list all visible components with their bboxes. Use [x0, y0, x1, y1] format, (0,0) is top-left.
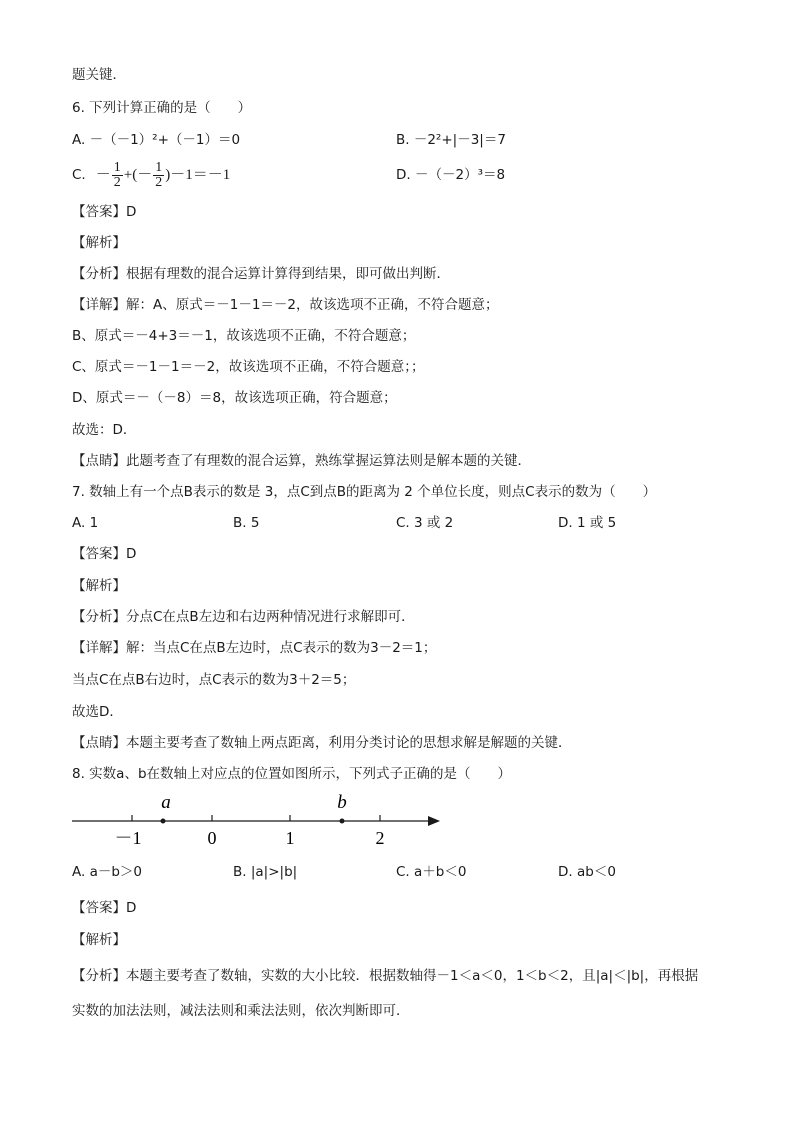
conclusion-text: 故选：D．: [72, 422, 137, 438]
q6-option-d: D. －（－2）³＝8: [396, 167, 506, 183]
text-line: 题关键．: [72, 67, 126, 83]
q8-option-c: C. a＋b＜0: [396, 864, 467, 880]
analysis-label: 【解析】: [72, 932, 126, 948]
detail-text: 【详解】解：当点C在点B左边时，点C表示的数为3－2＝1；: [72, 640, 437, 656]
math-text: )－1＝－1: [165, 167, 231, 183]
detail-text: D、原式＝－（－8）＝8，故该选项正确，符合题意；: [72, 390, 397, 406]
analysis-text: 【分析】根据有理数的混合运算计算得到结果，即可做出判断．: [72, 266, 450, 282]
q7-option-b: B. 5: [233, 515, 260, 531]
q7-option-a: A. 1: [72, 515, 99, 531]
point-a-label: a: [161, 792, 171, 813]
axis-arrow-icon: [428, 816, 440, 826]
analysis-text: 实数的加法法则，减法法则和乘法法则，依次判断即可．: [72, 1003, 410, 1019]
analysis-label: 【解析】: [72, 578, 126, 594]
q8-option-d: D. ab＜0: [558, 864, 616, 880]
detail-text: 当点C在点B右边时，点C表示的数为3＋2＝5；: [72, 672, 356, 688]
q8-option-b: B. |a|>|b|: [233, 864, 298, 880]
fraction: [153, 161, 164, 190]
math-text: +(－: [123, 167, 153, 183]
detail-text: B、原式＝－4+3＝－1，故该选项不正确，不符合题意；: [72, 328, 416, 344]
fraction-denominator: 2: [155, 174, 163, 190]
comment-text: 【点睛】本题主要考查了数轴上两点距离，利用分类讨论的思想求解是解题的关键．: [72, 735, 572, 751]
q8-option-a: A. a－b＞0: [72, 864, 143, 880]
comment-text: 【点睛】此题考查了有理数的混合运算，熟练掌握运算法则是解本题的关键．: [72, 453, 531, 469]
point-b: [340, 819, 345, 824]
tick-label: －1: [114, 828, 142, 848]
fraction-numerator: 1: [113, 159, 121, 175]
answer-label: 【答案】D: [72, 546, 137, 562]
question-8-stem: 8. 实数a、b在数轴上对应点的位置如图所示，下列式子正确的是（ ）: [72, 766, 512, 782]
point-a: [161, 819, 166, 824]
math-text: －: [95, 167, 111, 183]
analysis-label: 【解析】: [72, 235, 126, 251]
conclusion-text: 故选D．: [72, 704, 123, 720]
detail-text: 【详解】解：A、原式＝－1－1＝－2，故该选项不正确，不符合题意；: [72, 297, 499, 313]
q6-option-b: B. －2²+|－3|＝7: [396, 132, 506, 148]
tick-label: 1: [285, 828, 295, 848]
analysis-text: 【分析】本题主要考查了数轴，实数的大小比较．根据数轴得－1＜a＜0，1＜b＜2，且|a|＜|b|，再根据: [72, 968, 699, 984]
tick-label: 2: [375, 828, 385, 848]
fraction-numerator: 1: [155, 159, 163, 175]
question-7-stem: 7. 数轴上有一个点B表示的数是 3，点C到点B的距离为 2 个单位长度，则点C表示的数为（ ）: [72, 484, 657, 500]
detail-text: C、原式＝－1－1＝－2，故该选项不正确，不符合题意；；: [72, 359, 425, 375]
q6-option-c-label: C.: [72, 167, 86, 183]
analysis-text: 【分析】分点C在点B左边和右边两种情况进行求解即可．: [72, 609, 415, 625]
answer-label: 【答案】D: [72, 900, 137, 916]
q7-option-d: D. 1 或 5: [558, 515, 617, 531]
question-6-stem: 6. 下列计算正确的是（ ）: [72, 100, 252, 116]
point-b-label: b: [337, 792, 347, 813]
q6-option-a: A. －（－1）²+（－1）＝0: [72, 132, 241, 148]
q6-option-c: [72, 160, 230, 190]
fraction: [112, 161, 123, 190]
answer-label: 【答案】D: [72, 204, 137, 220]
fraction-denominator: 2: [113, 174, 121, 190]
number-line-figure: [66, 788, 446, 850]
tick-label: 0: [207, 828, 217, 848]
q7-option-c: C. 3 或 2: [396, 515, 454, 531]
